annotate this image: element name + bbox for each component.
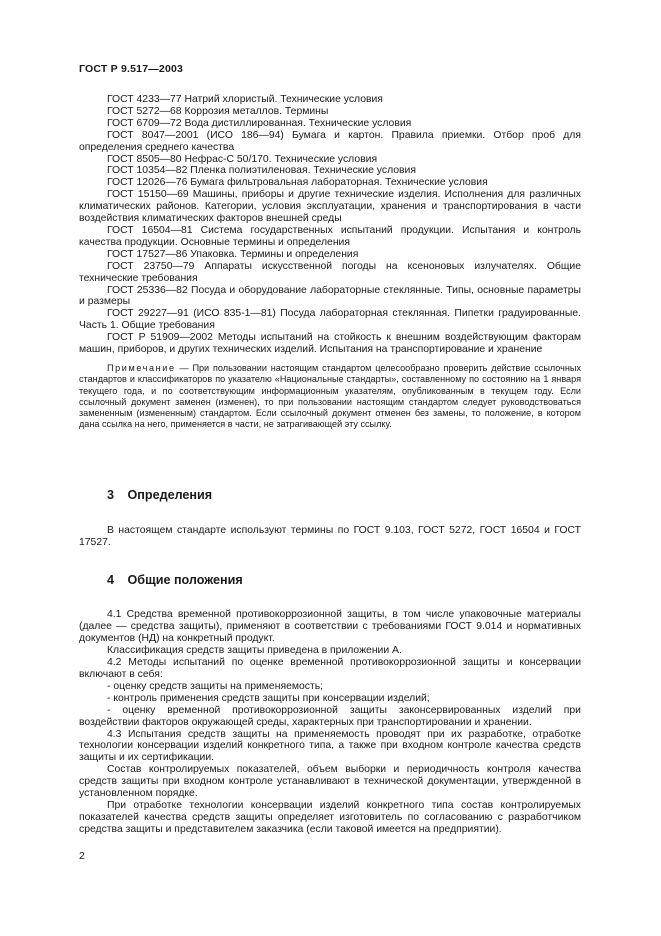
reference-item: ГОСТ 25336—82 Посуда и оборудование лабораторные стеклянные. Типы, основные параметры и размеры [79,284,581,308]
page-content [79,94,581,836]
section-4-heading [107,572,581,587]
paragraph-classification: Классификация средств защиты приведена в приложении А. [107,645,402,657]
reference-item: ГОСТ 17527—86 Упаковка. Термины и определения [107,248,359,260]
paragraph-4-1: 4.1 Средства временной противокоррозионной защиты, в том числе упаковочные материалы (далее — средства защиты), применяют в соответствии с требованиями ГОСТ 9.014 и нормативных документов (НД) на конкретный продукт. [79,609,581,645]
list-item: - оценку средств защиты на применяемость; [107,680,324,692]
reference-item: ГОСТ 15150—69 Машины, приборы и другие технические изделия. Исполнения для различных климатических районов. Категории, условия эксплуатации, хранения и транспортирования в части воздействия климатических факторов внешней среды [79,189,581,225]
page-header: ГОСТ Р 9.517—2003 [79,63,184,75]
section-3-title: Определения [127,487,213,502]
references-list [79,94,581,356]
paragraph-4-2: 4.2 Методы испытаний по оценке временной противокоррозионной защиты и консервации включают в себя: [79,657,581,680]
note-text: — При пользовании настоящим стандартом целесообразно проверить действие ссылочных стандартов и классификаторов по указателю «Национальные стандарты», составленному по состоянию на 1 января текущего года, и по соответствующим информационным указателям, опубликованным в текущем году. Если ссылочный документ заменен (изменен), то при пользовании настоящим стандартом следует руководствоваться замененным (измененным) стандартом. Если ссылочный документ отменен без замены, то положение, в котором дана ссылка на него, применяется в части, не затрагивающей эту ссылку. [79,362,581,430]
section-4-title: Общие положения [127,572,243,587]
list-item: - оценку временной противокоррозионной защиты законсервированных изделий при воздействии факторов окружающей среды, характерных при транспортировании и хранении. [79,704,581,728]
reference-item: ГОСТ 10354—82 Пленка полиэтиленовая. Технические условия [107,165,416,177]
reference-item: ГОСТ 12026—76 Бумага фильтровальная лабораторная. Технические условия [107,177,488,189]
reference-item: ГОСТ 6709—72 Вода дистиллированная. Технические условия [107,117,412,129]
page-number: 2 [79,850,85,862]
paragraph-4-3: 4.3 Испытания средств защиты на применяемость проводят при их разработке, отработке технологии консервации изделий конкретного типа, а также при входном контроле качества средств защиты и их сертификации. [79,728,581,764]
section-4-number: 4 [107,572,115,587]
paragraph-control: Состав контролируемых показателей, объем выборки и периодичность контроля качества средств защиты при входном контроле устанавливают в технической документации, утвержденной в установленном порядке. [79,764,581,800]
paragraph-technology: При отработке технологии консервации изделий конкретного типа состав контролируемых показателей качества средств защиты определяет изготовитель по согласованию с разработчиком средства защиты и представителем заказчика (если таковой имеется на предприятии). [79,799,581,835]
reference-item: ГОСТ 16504—81 Система государственных испытаний продукции. Испытания и контроль качества продукции. Основные термины и определения [79,224,581,248]
reference-item: ГОСТ 5272—68 Коррозия металлов. Термины [107,105,329,117]
note-paragraph [79,363,581,431]
section-3-number: 3 [107,487,115,502]
note-label: Примечание [107,362,176,373]
section-3-heading [107,487,581,502]
reference-item: ГОСТ Р 51909—2002 Методы испытаний на стойкость к внешним воздействующим факторам машин, приборов, и других технических изделий. Испытания на транспортирование и хранение [79,332,581,356]
reference-item: ГОСТ 23750—79 Аппараты искусственной погоды на ксеноновых излучателях. Общие технические требования [79,260,581,284]
reference-item: ГОСТ 8505—80 Нефрас-С 50/170. Технические условия [107,153,378,165]
reference-item: ГОСТ 29227—91 (ИСО 835-1—81) Посуда лабораторная стеклянная. Пипетки градуированные. Часть 1. Общие требования [79,308,581,332]
reference-item: ГОСТ 8047—2001 (ИСО 186—94) Бумага и картон. Правила приемки. Отбор проб для определения среднего качества [79,129,581,153]
reference-item: ГОСТ 4233—77 Натрий хлористый. Технические условия [107,94,383,105]
list-item: - контроль применения средств защиты при консервации изделий; [107,692,430,704]
section-3-text: В настоящем стандарте используют термины по ГОСТ 9.103, ГОСТ 5272, ГОСТ 16504 и ГОСТ 17527. [79,524,581,548]
